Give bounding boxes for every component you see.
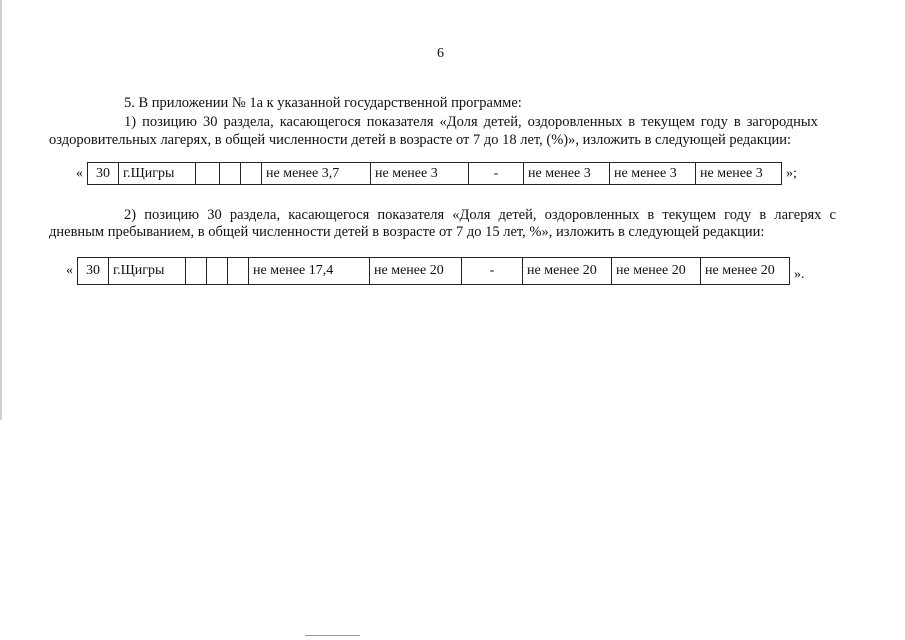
paragraph-word: касающегося: [279, 114, 361, 130]
paragraph-word: показателя: [377, 207, 445, 223]
table-1-cell-empty: [220, 163, 241, 185]
table-1-close-quote: »;: [786, 165, 797, 181]
table-1-cell-value: не менее 3: [696, 163, 782, 185]
table-2-close-quote: ».: [794, 267, 805, 282]
page-number: 6: [437, 46, 444, 61]
paragraph-word: «Доля: [439, 114, 478, 130]
paragraph-word: оздоровленных: [544, 207, 640, 223]
paragraph-word: раздела,: [229, 207, 281, 223]
paragraph-word: оздоровленных: [527, 114, 623, 130]
item-1-words: [124, 112, 818, 132]
paragraph-word: в: [628, 114, 636, 130]
paragraph-word: 1): [124, 114, 137, 130]
paragraph-word: в: [647, 207, 655, 223]
table-2-open-quote: «: [66, 263, 73, 278]
paragraph-word: году: [700, 114, 728, 130]
table-2-cell-empty: [207, 258, 228, 285]
paragraph-word: загородных: [746, 114, 818, 130]
paragraph-word: 30: [202, 114, 218, 130]
table-2-cell-empty: [228, 258, 249, 285]
table-2-cell-dash: -: [462, 258, 523, 285]
paragraph-word: касающегося: [288, 207, 370, 223]
table-2-cell-value: не менее 20: [370, 258, 462, 285]
table-2-cell-municipality: г.Щигры: [109, 258, 186, 285]
table-2-cell-value: не менее 17,4: [249, 258, 370, 285]
paragraph-word: лагерях: [774, 207, 822, 223]
paragraph-word: в: [759, 207, 767, 223]
item-5-heading: 5. В приложении № 1а к указанной государственной программе:: [124, 95, 522, 111]
paragraph-word: 30: [207, 207, 222, 223]
paragraph-word: детей,: [483, 114, 522, 130]
paragraph-word: году: [724, 207, 752, 223]
scan-edge-shadow: [0, 0, 2, 420]
table-1-cell-value: не менее 3: [524, 163, 610, 185]
indicator-table-2: [77, 257, 790, 285]
paragraph-word: показателя: [366, 114, 434, 130]
item-2-line-2: дневным пребыванием, в общей численности детей в возрасте от 7 до 15 лет, %», изложить в следующей редакции:: [49, 224, 765, 240]
paragraph-word: раздела,: [223, 114, 274, 130]
paragraph-word: 2): [124, 207, 137, 223]
paragraph-word: «Доля: [452, 207, 491, 223]
paragraph-word: в: [733, 114, 741, 130]
table-1-cell-empty: [241, 163, 262, 185]
scan-artifact-line: [305, 635, 360, 636]
table-2-cell-value: не менее 20: [523, 258, 612, 285]
item-1-line-2: оздоровительных лагерях, в общей численности детей в возрасте от 7 до 18 лет, (%)», изложить в следующей редакции:: [49, 132, 792, 148]
table-2-cell-value: не менее 20: [701, 258, 790, 285]
table-2-cell-empty: [186, 258, 207, 285]
table-1-cell-municipality: г.Щигры: [119, 163, 196, 185]
item-1-line-1: [124, 112, 818, 132]
table-1-cell-value: не менее 3: [371, 163, 469, 185]
paragraph-word: с: [829, 207, 836, 223]
table-1-cell-value: не менее 3: [610, 163, 696, 185]
paragraph-word: позицию: [144, 207, 200, 223]
table-2-cell-value: не менее 20: [612, 258, 701, 285]
table-1-cell-position: 30: [88, 163, 119, 185]
table-1-cell-empty: [196, 163, 220, 185]
paragraph-word: позицию: [142, 114, 197, 130]
paragraph-word: детей,: [498, 207, 537, 223]
table-1-row: [72, 162, 801, 185]
paragraph-word: текущем: [641, 114, 695, 130]
indicator-table-1: [87, 162, 782, 185]
table-1-open-quote: «: [76, 165, 83, 181]
paragraph-word: текущем: [662, 207, 717, 223]
table-2-row: [62, 257, 809, 285]
table-1-cell-value: не менее 3,7: [262, 163, 371, 185]
table-2-cell-position: 30: [78, 258, 109, 285]
table-1-cell-dash: -: [469, 163, 524, 185]
